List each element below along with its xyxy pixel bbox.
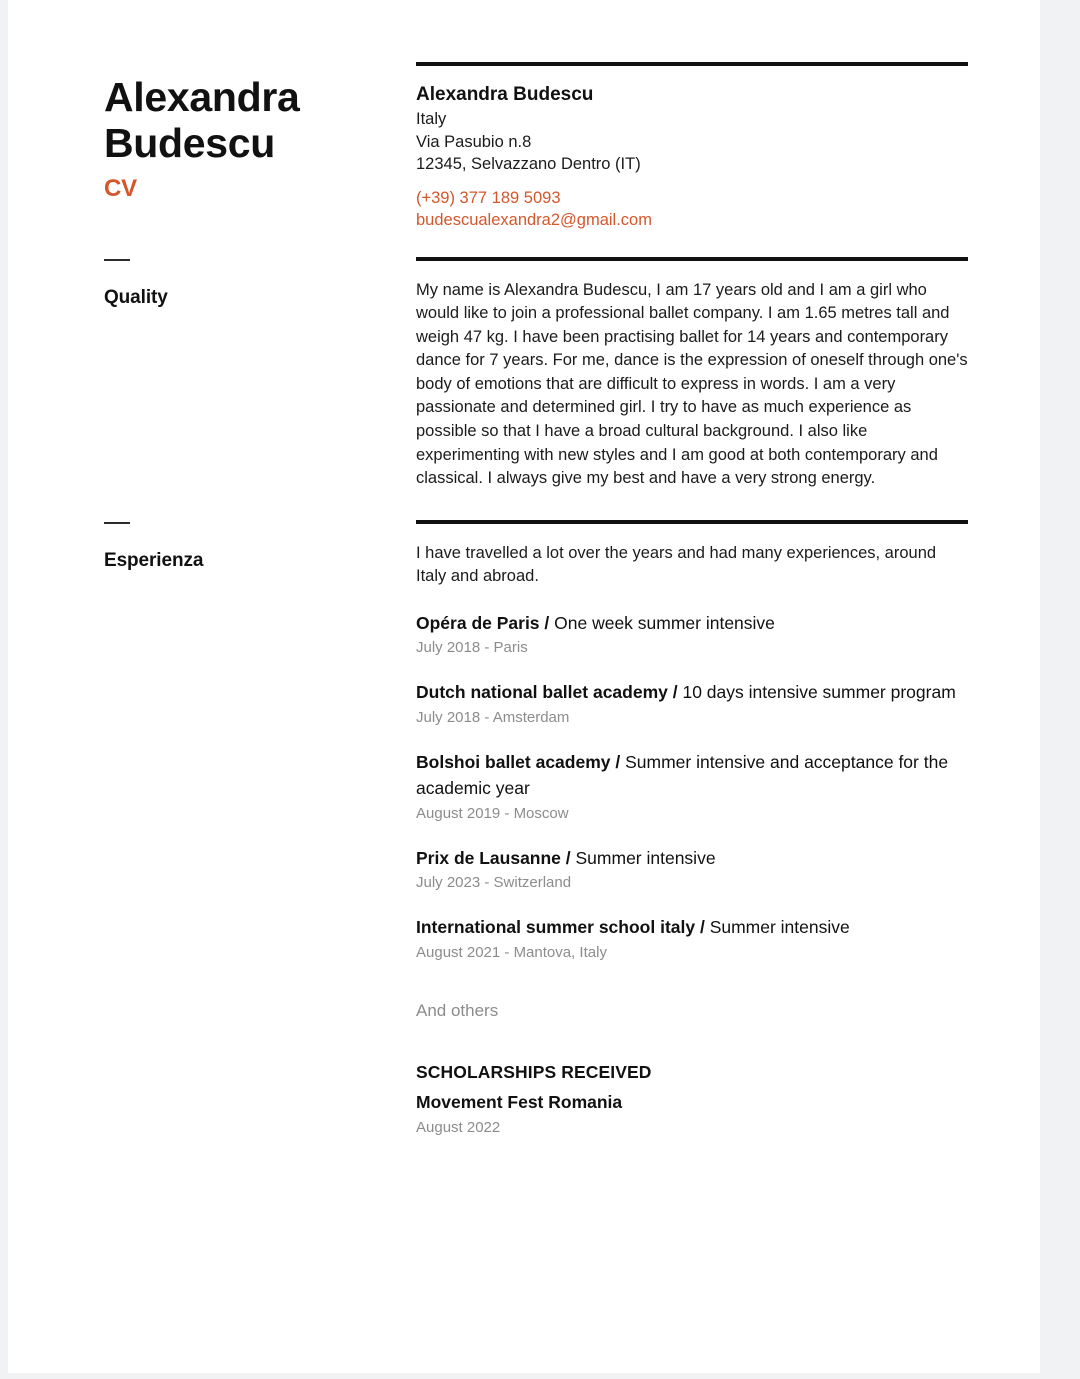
experience-organization: Prix de Lausanne / <box>416 847 571 868</box>
experience-entry <box>416 749 968 824</box>
contact-city: 12345, Selvazzano Dentro (IT) <box>416 155 641 173</box>
name-block <box>104 62 416 204</box>
experience-organization: Dutch national ballet academy / <box>416 682 678 703</box>
esperienza-section-title: Esperienza <box>104 550 204 572</box>
esperienza-intro: I have travelled a lot over the years and had many experiences, around Italy and abroad. <box>416 543 937 586</box>
section-dash-marker <box>104 522 130 525</box>
contact-phone[interactable]: (+39) 377 189 5093 <box>416 188 561 207</box>
contact-full-name: Alexandra Budescu <box>416 84 594 105</box>
experience-entry-title <box>416 610 968 637</box>
and-others-note: And others <box>416 1000 499 1020</box>
experience-entry-title <box>416 845 968 872</box>
contact-details <box>416 66 968 232</box>
experience-entry-title <box>416 914 968 941</box>
cv-document <box>104 0 984 1138</box>
document-subtitle: CV <box>104 175 137 202</box>
experience-organization: Bolshoi ballet academy / <box>416 751 621 772</box>
experience-meta: July 2018 - Paris <box>416 639 528 657</box>
quality-section-heading-block <box>104 257 416 311</box>
contact-country: Italy <box>416 110 447 128</box>
cv-page <box>8 0 1040 1373</box>
scholarships-block <box>416 1059 968 1138</box>
experience-role: Summer intensive and acceptance for the academic year <box>416 751 949 799</box>
experience-entry <box>416 845 968 894</box>
experience-role: One week summer intensive <box>549 612 775 633</box>
experience-entry-title <box>416 679 968 706</box>
experience-entry-title <box>416 749 968 802</box>
scholarship-date: August 2022 <box>416 1118 501 1136</box>
esperienza-body-wrapper <box>416 524 968 1138</box>
experience-meta: August 2019 - Moscow <box>416 804 569 822</box>
experience-role: 10 days intensive summer program <box>677 682 956 703</box>
experience-entry <box>416 610 968 659</box>
quality-body-wrapper <box>416 261 968 491</box>
experience-meta: August 2021 - Mantova, Italy <box>416 943 607 961</box>
experience-organization: International summer school italy / <box>416 917 705 938</box>
contact-spacer <box>416 176 968 187</box>
experience-role: Summer intensive <box>704 917 850 938</box>
esperienza-section-body <box>416 520 968 1138</box>
experience-meta: July 2018 - Amsterdam <box>416 708 570 726</box>
header-section <box>104 62 984 232</box>
scholarships-heading: SCHOLARSHIPS RECEIVED <box>416 1061 652 1082</box>
quality-paragraph: My name is Alexandra Budescu, I am 17 years old and I am a girl who would like to join a professional ballet company. I am 1.65 metres tall and weigh 47 kg. I have been practising ballet for 14 years and contemporary dance for 7 years. For me, dance is the expression of oneself through one's body of emotions that are difficult to express in words. I am a very passionate and determined girl. I try to have as much experience as possible so that I have a broad cultural background. I also like experimenting with new styles and I am good at both contemporary and classical. I always give my best and have a very strong energy. <box>416 280 968 488</box>
esperienza-section <box>104 520 984 1138</box>
quality-section-body <box>416 257 968 491</box>
contact-street: Via Pasubio n.8 <box>416 132 532 151</box>
page-title-line1: Alexandra <box>104 74 300 120</box>
experience-entry <box>416 914 968 963</box>
scholarship-name: Movement Fest Romania <box>416 1091 623 1112</box>
esperienza-section-heading-block <box>104 520 416 574</box>
section-dash-marker <box>104 259 130 262</box>
quality-section <box>104 257 984 491</box>
experience-role: Summer intensive <box>570 847 716 868</box>
contact-email[interactable]: budescualexandra2@gmail.com <box>416 211 652 229</box>
page-title-line2: Budescu <box>104 120 276 166</box>
quality-section-title: Quality <box>104 287 168 308</box>
experience-meta: July 2023 - Switzerland <box>416 874 572 892</box>
experience-entry <box>416 679 968 728</box>
experience-organization: Opéra de Paris / <box>416 612 550 633</box>
contact-block <box>416 62 968 232</box>
